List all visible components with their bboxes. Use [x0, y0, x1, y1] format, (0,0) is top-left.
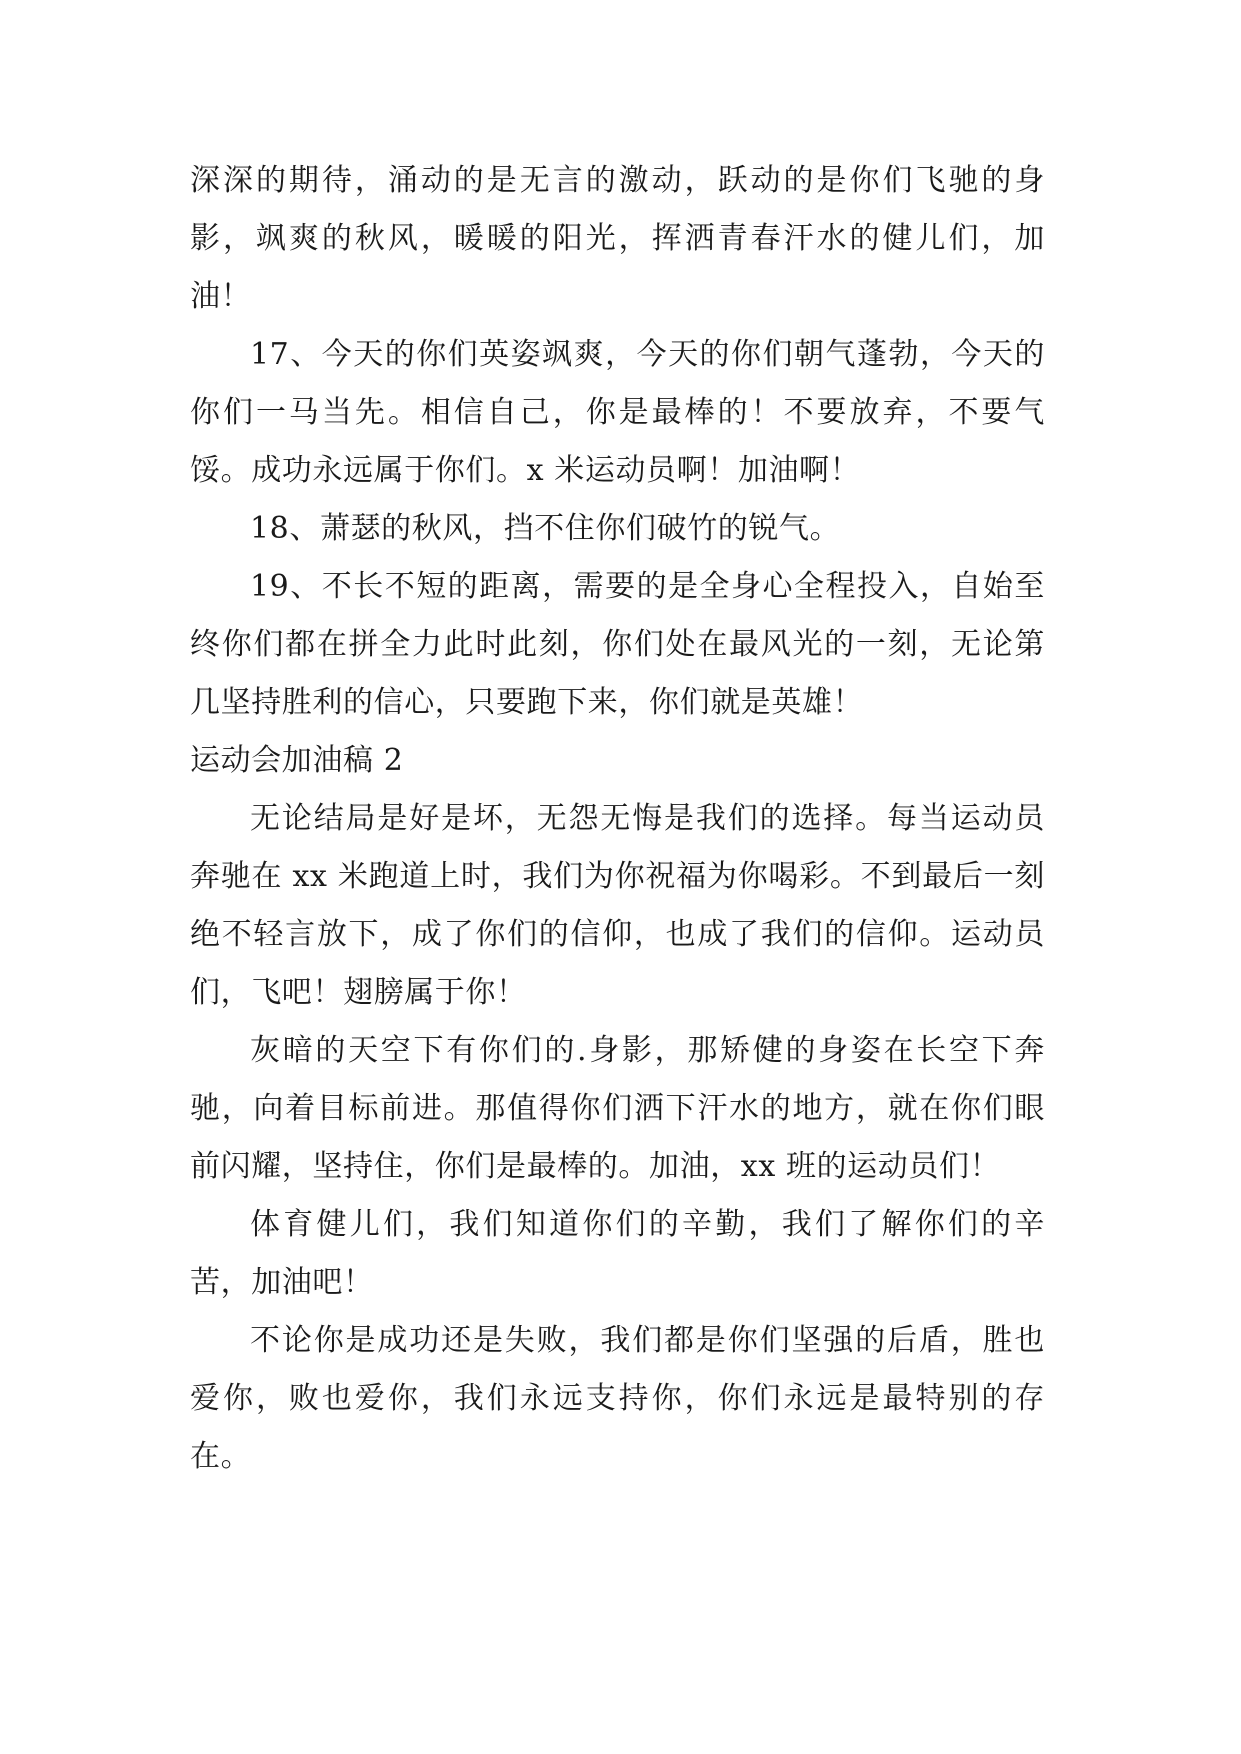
- paragraph-19: 19、不长不短的距离，需要的是全身心全程投入，自始至终你们都在拼全力此时此刻，你们处在最风光的一刻，无论第几坚持胜利的信心，只要跑下来，你们就是英雄！: [190, 569, 1045, 720]
- section-heading: 运动会加油稿 2: [190, 743, 404, 778]
- paragraph-18: 18、萧瑟的秋风，挡不住你们破竹的锐气。: [250, 511, 841, 546]
- continuation-paragraph: 深深的期待，涌动的是无言的激动，跃动的是你们飞驰的身影，飒爽的秋风，暖暖的阳光，挥洒青春汗水的健儿们，加油！: [190, 163, 1045, 314]
- paragraph-grey-sky: 灰暗的天空下有你们的.身影，那矫健的身姿在长空下奔驰，向着目标前进。那值得你们洒下汗水的地方，就在你们眼前闪耀，坚持住，你们是最棒的。加油，xx 班的运动员们！: [190, 1033, 1045, 1184]
- paragraph-support: 不论你是成功还是失败，我们都是你们坚强的后盾，胜也爱你，败也爱你，我们永远支持你，你们永远是最特别的存在。: [190, 1323, 1045, 1474]
- document-body: [190, 152, 1045, 1486]
- paragraph-outcome: 无论结局是好是坏，无怨无悔是我们的选择。每当运动员奔驰在 xx 米跑道上时，我们为你祝福为你喝彩。不到最后一刻绝不轻言放下，成了你们的信仰，也成了我们的信仰。运动员们，飞吧！翅膀属于你！: [190, 801, 1045, 1010]
- paragraph-athletes: 体育健儿们，我们知道你们的辛勤，我们了解你们的辛苦，加油吧！: [190, 1207, 1045, 1300]
- paragraph-17: 17、今天的你们英姿飒爽，今天的你们朝气蓬勃，今天的你们一马当先。相信自己，你是最棒的！不要放弃，不要气馁。成功永远属于你们。x 米运动员啊！加油啊！: [190, 337, 1045, 488]
